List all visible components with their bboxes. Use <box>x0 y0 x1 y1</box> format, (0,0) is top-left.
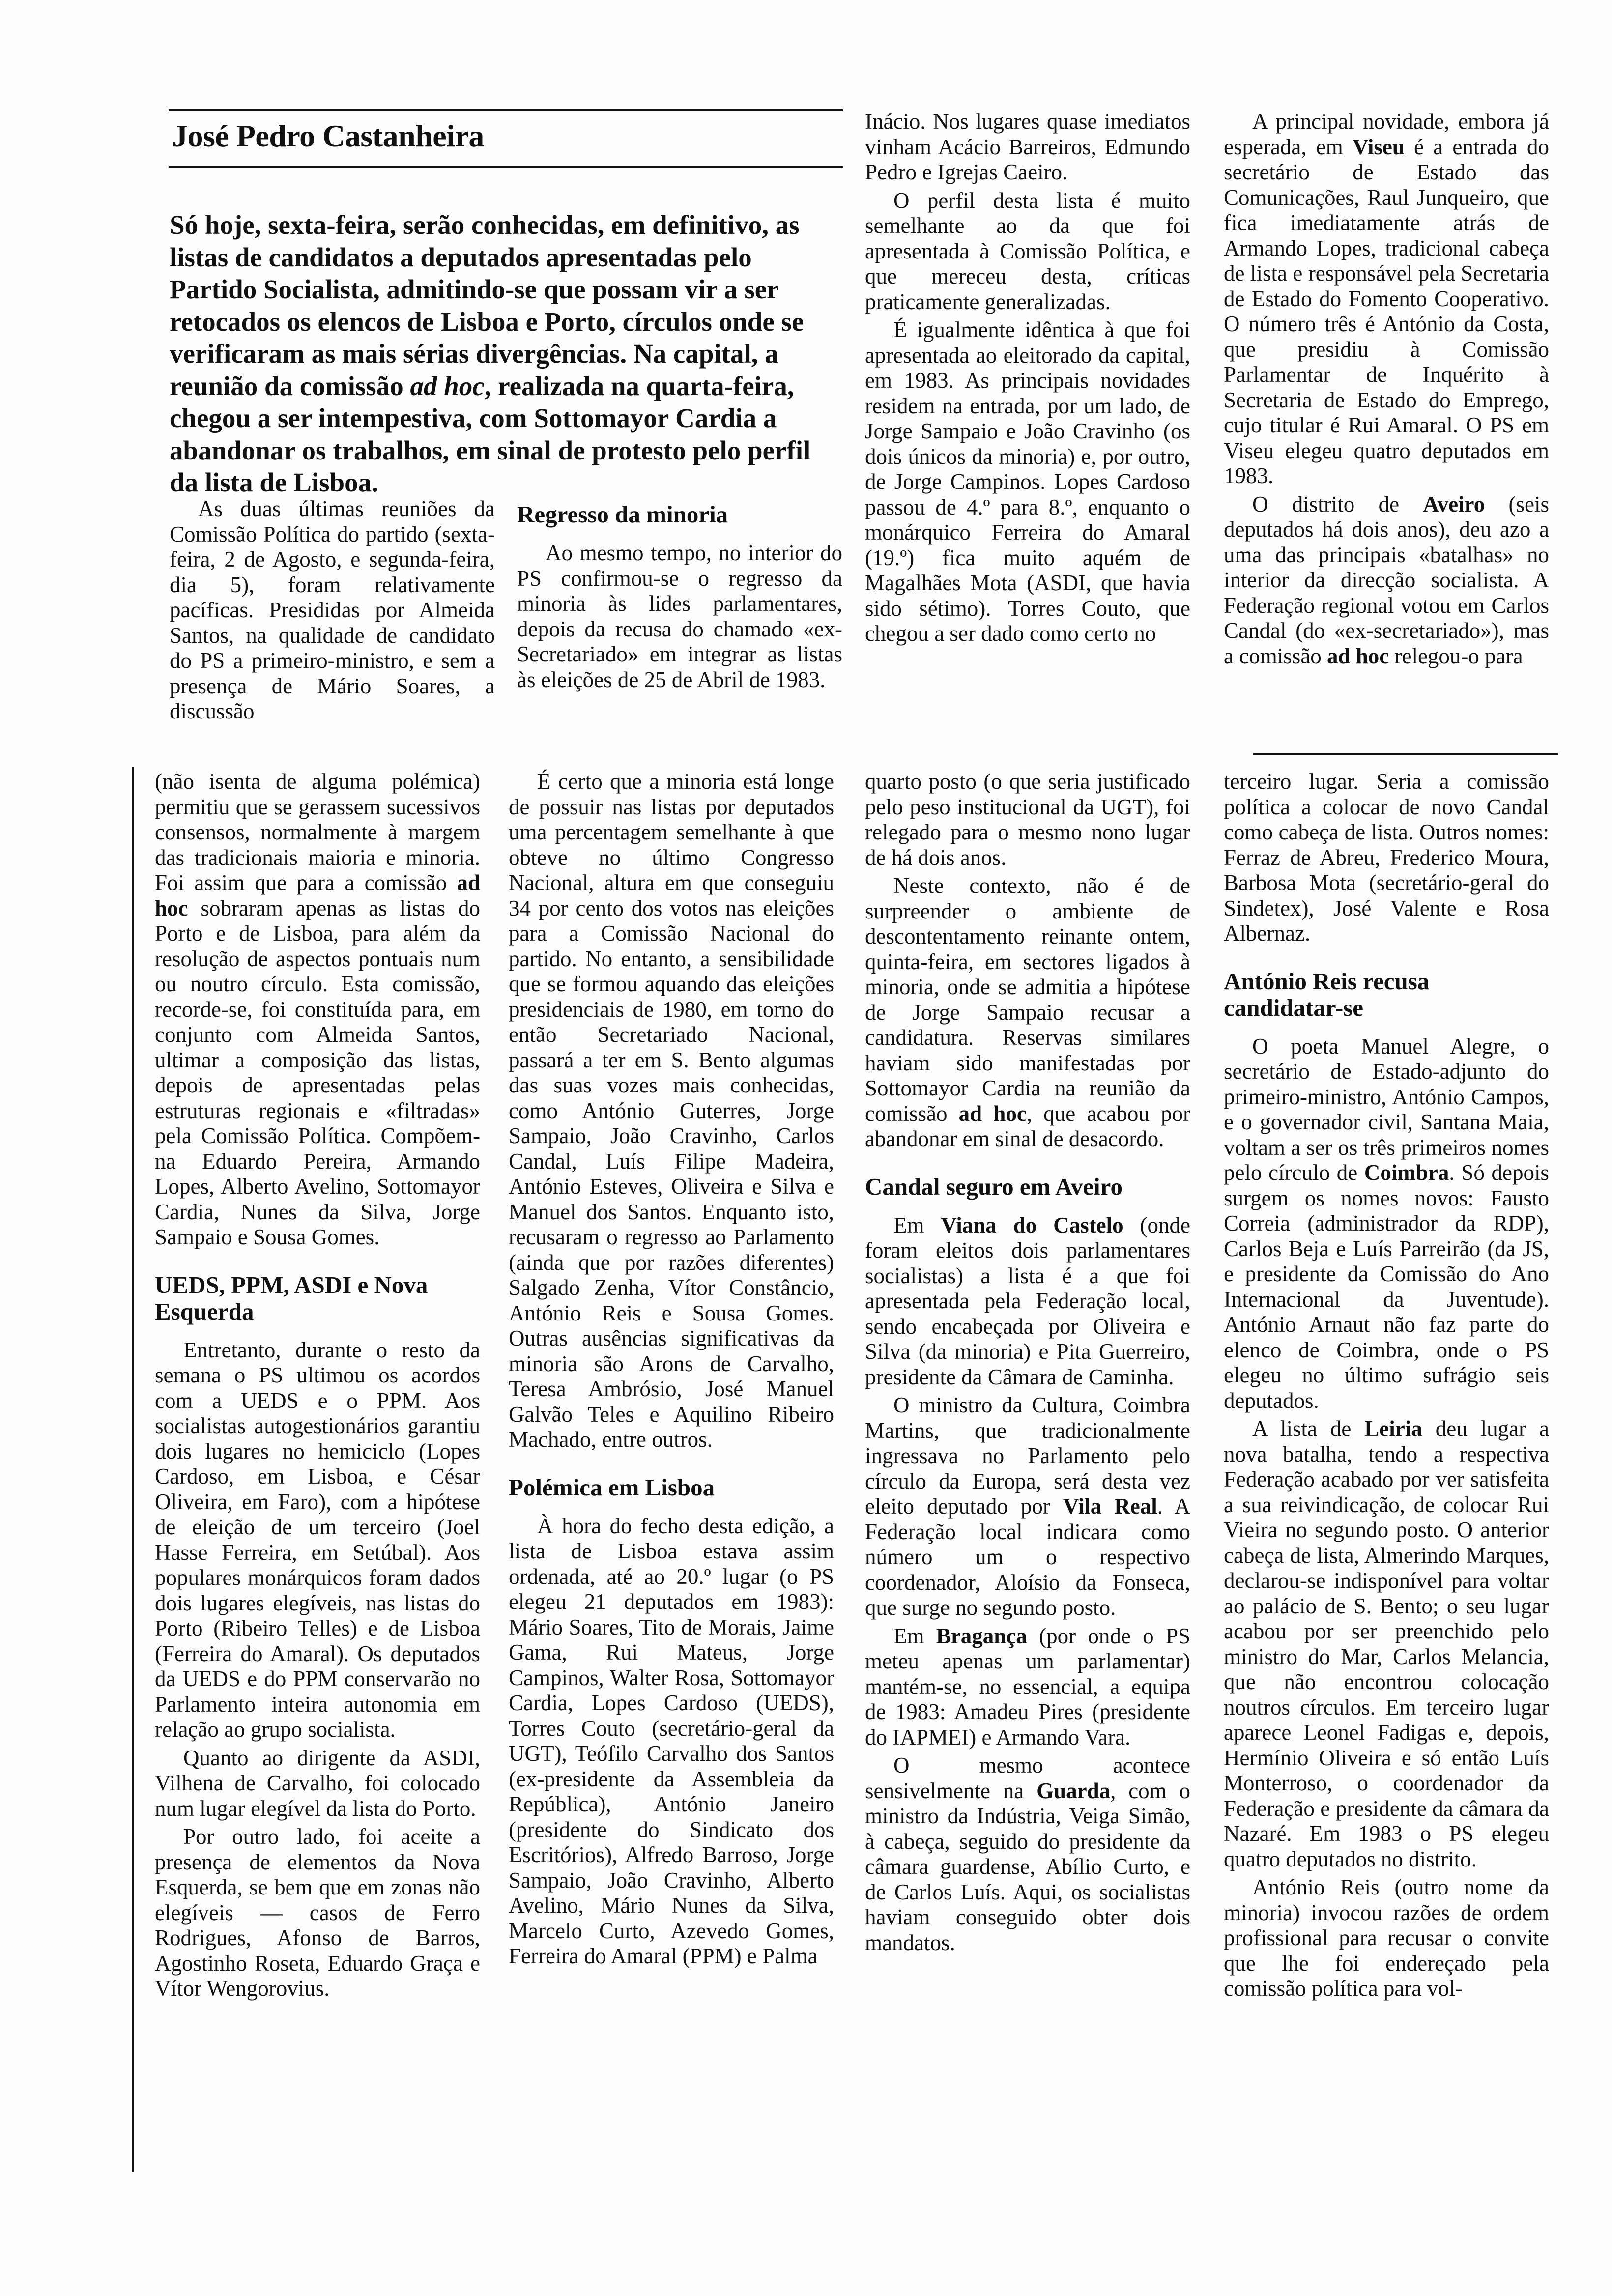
paragraph <box>865 317 1190 647</box>
paragraph <box>1224 109 1549 489</box>
paragraph <box>517 541 842 692</box>
bold-run: ad hoc <box>1326 643 1389 668</box>
text-run: quarto posto (o que seria justificado pelo peso institucional da UGT), foi relegado para o mesmo nono lugar de há dois anos. <box>865 769 1190 870</box>
text-run: A lista de <box>1252 1416 1365 1441</box>
column-top-3 <box>865 109 1190 650</box>
text-run: O ministro da Cultura, Coimbra Martins, que tradicionalmente ingressava no Parlamento pelo círculo da Europa, será desta vez eleito deputado por <box>865 1393 1190 1519</box>
text-run: António Reis (outro nome da minoria) invocou razões de ordem profissional para recusar o convite que lhe foi endereçado pela comissão política para vol- <box>1224 1875 1549 2001</box>
text-run: Em <box>893 1212 941 1237</box>
text-run: deu lugar a nova batalha, tendo a respectiva Federação acabado por ver satisfeita a sua reivindicação, de colocar Rui Vieira no segundo posto. O anterior cabeça de lista, Almerindo Marques, declarou-se indisponível para voltar ao palácio de S. Bento; o seu lugar acabou por ser preenchido pelo ministro do Mar, Carlos Melancia, que não encontrou colocação noutros círculos. Em terceiro lugar aparece Leonel Fadigas e, depois, Hermínio Oliveira e só então Luís Monterroso, o coordenador da Federação e presidente da câmara da Nazaré. Em 1983 o PS elegeu quatro deputados no distrito. <box>1224 1416 1549 1871</box>
text-run: (não isenta de alguma polémica) permitiu que se gerassem sucessivos consensos, normalmente à margem das tradicionais maioria e minoria. Foi assim que para a comissão <box>155 769 480 895</box>
text-run: relegou-o para <box>1389 643 1523 668</box>
text-run: O poeta Manuel Alegre, o secretário de Estado-adjunto do primeiro-ministro, António Campos, e o governador civil, Santana Maia, voltam a ser os três primeiros nomes pelo círculo de <box>1224 1033 1549 1185</box>
column-bottom-4 <box>1224 769 1549 2005</box>
column-bottom-3 <box>865 769 1190 1958</box>
text-run: (por onde o PS meteu apenas um parlamentar) mantém-se, no essencial, a equipa de 1983: Amadeu Pires (presidente do IAPMEI) e Armando Vara. <box>865 1623 1190 1750</box>
byline-rule <box>169 166 843 168</box>
text-run: , com o ministro da Indústria, Veiga Simão, à cabeça, seguido do presidente da câmara guardense, Abílio Curto, e de Carlos Luís. Aqui, os socialistas haviam conseguido obter dois mandatos. <box>865 1778 1190 1955</box>
text-run: Neste contexto, não é de surpreender o ambiente de descontentamento reinante ontem, quinta-feira, em sectores ligados à minoria, onde se admitia a hipótese de Jorge Sampaio recusar a candidatura. Reservas similares haviam sido manifestadas por Sottomayor Cardia na reunião da comissão <box>865 873 1190 1126</box>
bold-run: Viseu <box>1353 134 1405 159</box>
text-run: . Só depois surgem os nomes novos: Fausto Correia (administrador da RDP), Carlos Beja e Luís Parreirão (da JS, e presidente da Comissão do Ano Internacional da Juventude). António Arnaut não faz parte do elenco de Coimbra, onde o PS elegeu no último sufrágio seis deputados. <box>1224 1160 1550 1413</box>
text-run: Inácio. Nos lugares quase imediatos vinham Acácio Barreiros, Edmundo Pedro e Igrejas Caeiro. <box>865 109 1190 184</box>
author-byline: José Pedro Castanheira <box>172 118 484 153</box>
section-heading <box>517 501 842 528</box>
text-run: Em <box>893 1623 936 1648</box>
text-run: Entretanto, durante o resto da semana o PS ultimou os acordos com a UEDS e o PPM. Aos socialistas autogestionários garantiu dois lugares no hemiciclo (Lopes Cardoso, em Lisboa, e César Oliveira, em Faro), com a hipótese de eleição de um terceiro (Joel Hasse Ferreira, em Setúbal). Aos populares monárquicos foram dados dois lugares elegíveis, nas listas do Porto (Ribeiro Telles) e de Lisboa (Ferreira do Amaral). Os deputados da UEDS e do PPM conservarão no Parlamento inteira autonomia em relação ao grupo socialista. <box>155 1337 480 1742</box>
column-top-4 <box>1224 109 1549 672</box>
text-run: , que acabou por abandonar em sinal de desacordo. <box>865 1101 1190 1151</box>
text-run: A principal novidade, embora já esperada, em <box>1224 109 1549 159</box>
bold-run: Guarda <box>1036 1778 1111 1803</box>
text-run: Polémica em Lisboa <box>509 1473 715 1501</box>
text-run: terceiro lugar. Seria a comissão política a colocar de novo Candal como cabeça de lista. Outros nomes: Ferraz de Abreu, Frederico Moura, Barbosa Mota (secretário-geral do Sindetex), José Valente e Rosa Albernaz. <box>1224 769 1549 946</box>
column-bottom-1 <box>155 769 480 2005</box>
section-heading <box>509 1474 834 1501</box>
text-run: (onde foram eleitos dois parlamentares socialistas) a lista é a que foi apresentada pela Federação local, sendo encabeçada por Oliveira e Silva (da minoria) e Pita Guerreiro, presidente da Câmara de Caminha. <box>865 1212 1191 1389</box>
italic-run: ad hoc <box>410 371 485 401</box>
section-heading <box>1224 968 1549 1021</box>
text-run: As duas últimas reuniões da Comissão Política do partido (sexta-feira, 2 de Agosto, e segunda-feira, dia 5), foram relativamente pacíficas. Presididas por Almeida Santos, na qualidade de candidato do PS a primeiro-ministro, e sem a presença de Mário Soares, a discussão <box>170 496 495 723</box>
bold-run: Coimbra <box>1364 1160 1449 1185</box>
paragraph <box>155 1746 480 1822</box>
section-heading <box>865 1174 1190 1200</box>
paragraph <box>865 1393 1190 1621</box>
text-run: Ao mesmo tempo, no interior do PS confirmou-se o regresso da minoria às lides parlamentares, depois da recusa do chamado «ex-Secretariado» em integrar as listas às eleições de 25 de Abril de 1983. <box>517 541 842 692</box>
continued-paragraph <box>865 109 1190 185</box>
paragraph <box>155 1338 480 1743</box>
bold-run: ad hoc <box>155 870 480 920</box>
text-run: O mesmo acontece sensivelmente na <box>865 1753 1190 1803</box>
paragraph <box>1224 1416 1549 1872</box>
bold-run: Leiria <box>1364 1416 1422 1441</box>
text-run: (seis deputados há dois anos), deu azo a uma das principais «batalhas» no interior da direcção socialista. A Federação regional votou em Carlos Candal (do «ex-secretariado»), mas a comissão <box>1224 491 1549 668</box>
top-rule <box>169 109 843 111</box>
text-run: O perfil desta lista é muito semelhante ao da que foi apresentada à Comissão Política, e que mereceu desta, críticas praticamente generalizadas. <box>865 188 1190 314</box>
paragraph <box>1224 1034 1549 1414</box>
bold-run: Viana do Castelo <box>941 1212 1123 1237</box>
text-run: , realizada na quarta-feira, chegou a ser intempestiva, com Sottomayor Cardia a abandonar os trabalhos, em sinal de protesto pelo perfil da lista de Lisboa. <box>170 371 811 497</box>
bold-run: Aveiro <box>1423 491 1485 517</box>
section-heading <box>155 1272 480 1325</box>
paragraph <box>865 1624 1190 1751</box>
text-run: Por outro lado, foi aceite a presença de elementos da Nova Esquerda, se bem que em zonas não elegíveis — casos de Ferro Rodrigues, Afonso de Barros, Agostinho Roseta, Eduardo Graça e Vítor Wengorovius. <box>155 1824 480 2001</box>
left-margin-rule <box>132 767 134 2172</box>
text-run: Candal seguro em Aveiro <box>865 1173 1123 1200</box>
text-run: Quanto ao dirigente da ASDI, Vilhena de Carvalho, foi colocado num lugar elegível da lista do Porto. <box>155 1745 480 1821</box>
bold-run: ad hoc <box>958 1101 1027 1126</box>
continued-paragraph <box>1224 769 1549 947</box>
lead-paragraph <box>170 209 843 499</box>
paragraph <box>865 188 1190 315</box>
paragraph <box>865 873 1190 1152</box>
text-run: Só hoje, sexta-feira, serão conhecidas, em definitivo, as listas de candidatos a deputados apresentadas pelo Partido Socialista, admitindo-se que possam vir a ser retocados os elencos de Lisboa e Porto, círculos onde se verificaram as mais sérias divergências. Na capital, a reunião da comissão <box>170 210 804 401</box>
text-run: À hora do fecho desta edição, a lista de Lisboa estava assim ordenada, até ao 20.º lugar (o PS elegeu 21 deputados em 1983): Mário Soares, Tito de Morais, Jaime Gama, Rui Mateus, Jorge Campinos, Walter Rosa, Sottomayor Cardia, Lopes Cardoso (UEDS), Torres Couto (secretário-geral da UGT), Teófilo Carvalho dos Santos (ex-presidente da Assembleia da República), António Janeiro (presidente do Sindicato dos Escritórios), Alfredo Barroso, Jorge Sampaio, João Cravinho, Alberto Avelino, Mário Nunes da Silva, Marcelo Curto, Azevedo Gomes, Ferreira do Amaral (PPM) e Palma <box>509 1513 834 1968</box>
text-run: UEDS, PPM, ASDI e Nova Esquerda <box>155 1271 428 1325</box>
paragraph <box>1224 1875 1549 2002</box>
continued-paragraph <box>155 769 480 1250</box>
paragraph <box>865 1213 1190 1390</box>
text-run: Regresso da minoria <box>517 501 728 528</box>
bold-run: Vila Real <box>1063 1494 1157 1519</box>
text-run: é a entrada do secretário de Estado das Comunicações, Raul Junqueiro, que fica imediatamente atrás de Armando Lopes, tradicional cabeça de lista e responsável pela Secretaria de Estado do Fomento Cooperativo. O número três é António da Costa, que presidiu à Comissão Parlamentar de Inquérito à Secretaria de Estado do Emprego, cujo titular é Rui Amaral. O PS em Viseu elegeu quatro deputados em 1983. <box>1224 134 1549 488</box>
column-top-2 <box>517 501 842 695</box>
column-top-1 <box>170 496 495 727</box>
text-run: É igualmente idêntica à que foi apresentada ao eleitorado da capital, em 1983. As principais novidades residem na entrada, por um lado, de Jorge Sampaio e João Cravinho (os dois únicos da minoria) e, por outro, de Jorge Campinos. Lopes Cardoso passou de 4.º para 8.º, enquanto o monárquico Ferreira do Amaral (19.º) fica muito aquém de Magalhães Mota (ASDI, que havia sido sétimo). Torres Couto, que chegou a ser dado como certo no <box>865 317 1190 646</box>
text-run: O distrito de <box>1252 491 1423 517</box>
bold-run: Bragança <box>936 1623 1027 1648</box>
paragraph <box>1224 492 1549 669</box>
paragraph <box>509 769 834 1453</box>
column-4-top-rule <box>1253 753 1558 755</box>
continued-paragraph <box>865 769 1190 870</box>
column-bottom-2 <box>509 769 834 1972</box>
text-run: António Reis recusa candidatar-se <box>1224 967 1430 1021</box>
text-run: . A Federação local indicara como número um o respectivo coordenador, Aloísio da Fonseca, que surge no segundo posto. <box>865 1494 1191 1620</box>
paragraph <box>170 496 495 724</box>
paragraph <box>509 1514 834 1969</box>
text-run: sobraram apenas as listas do Porto e de Lisboa, para além da resolução de aspectos pontuais num ou noutro círculo. Esta comissão, recorde-se, foi constituída para, em conjunto com Almeida Santos, ultimar a composição das listas, depois de apresentadas pelas estruturas regionais e «filtradas» pela Comissão Política. Compõem-na Eduardo Pereira, Armando Lopes, Alberto Avelino, Sottomayor Cardia, Nunes da Silva, Jorge Sampaio e Sousa Gomes. <box>155 895 480 1249</box>
paragraph <box>155 1824 480 2002</box>
paragraph <box>865 1753 1190 1955</box>
text-run: É certo que a minoria está longe de possuir nas listas por deputados uma percentagem semelhante à que obteve no último Congresso Nacional, altura em que conseguiu 34 por cento dos votos nas eleições para a Comissão Nacional do partido. No entanto, a sensibilidade que se formou aquando das eleições presidenciais de 1980, em torno do então Secretariado Nacional, passará a ter em S. Bento algumas das suas vozes mais conhecidas, como António Guterres, Jorge Sampaio, João Cravinho, Carlos Candal, Luís Filipe Madeira, António Esteves, Oliveira e Silva e Manuel dos Santos. Enquanto isto, recusaram o regresso ao Parlamento (ainda que por razões diferentes) Salgado Zenha, Vítor Constâncio, António Reis e Sousa Gomes. Outras ausências significativas da minoria são Arons de Carvalho, Teresa Ambrósio, José Manuel Galvão Teles e Aquilino Ribeiro Machado, entre outros. <box>509 769 834 1452</box>
